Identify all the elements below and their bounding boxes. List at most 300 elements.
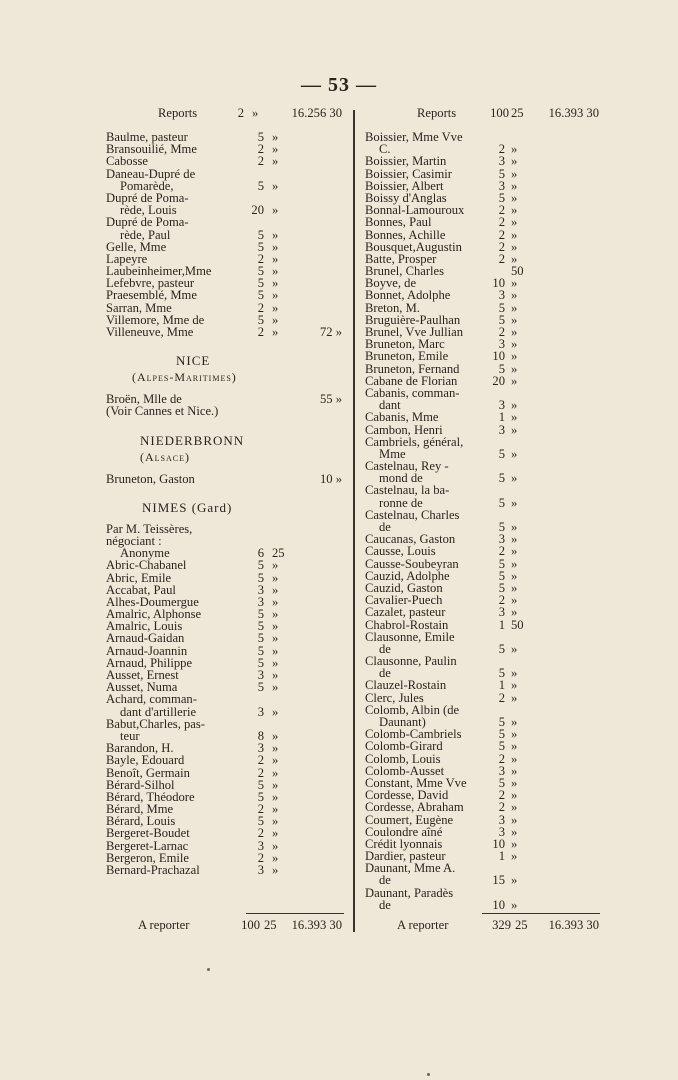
francs: 5 [257,789,264,804]
francs: 5 [257,178,264,193]
donor-name: Cauzid, Gaston [365,580,443,595]
donor-name: Achard, comman- [106,692,197,707]
donor-name: Causse, Louis [365,544,436,559]
ledger-row [106,302,346,314]
cents: 50 [511,617,524,632]
niederbronn-entries [106,473,346,485]
ledger-row [106,168,346,180]
francs: 5 [257,264,264,279]
cents: » [272,227,279,242]
cents: » [252,106,259,120]
ledger-row [365,387,605,399]
donor-name: Cabanis, comman- [365,385,460,400]
francs: 3 [257,704,264,719]
ledger-row [106,572,346,584]
ledger-row [365,497,605,509]
francs: 5 [498,641,505,656]
francs: 3 [498,398,505,413]
reports-label: Reports [417,106,457,120]
donor-name: Colomb, Albin (de [365,702,460,717]
donor-name: Benoît, Germain [106,765,190,780]
donor-name: Caucanas, Gaston [365,532,456,547]
donor-name: Bonnes, Achille [365,227,446,242]
donor-name: Bayle, Edouard [106,753,185,768]
francs: 2 [498,251,505,266]
francs: 2 [498,751,505,766]
cents: » [272,594,279,609]
francs: 1 [498,410,505,425]
cents: » [511,422,518,437]
ledger-row [365,679,605,691]
cents: » [511,788,518,803]
donor-name: Boissier, Mme Vve [365,130,463,144]
francs: 2 [257,300,264,315]
francs: 3 [498,154,505,169]
cents: » [511,203,518,218]
cents: » [511,239,518,254]
ledger-row [106,405,346,417]
cents: » [511,775,518,790]
francs: 2 [498,788,505,803]
cents: » [511,605,518,620]
donor-name: de [379,666,391,681]
cents: » [511,349,518,364]
donor-name: Baulme, pasteur [106,130,188,144]
cents: » [511,154,518,169]
donor-name: Abric, Emile [106,570,172,585]
francs: 5 [257,655,264,670]
donor-name: Dupré de Poma- [106,215,189,230]
francs: 2 [498,325,505,339]
cents: » [272,631,279,646]
ledger-row [365,509,605,521]
donor-name: Cauzid, Adolphe [365,568,450,583]
donor-name: Daneau-Dupré de [106,166,196,181]
francs: 2 [257,850,264,865]
francs: 2 [257,753,264,768]
cents: » [511,849,518,864]
ledger-row [365,558,605,570]
right-footer [365,918,605,932]
francs: 10 [492,349,505,364]
cents: » [272,643,279,658]
francs: 5 [498,556,505,571]
francs: 2 [237,106,244,120]
francs: 5 [257,312,264,327]
cents: » [511,800,518,815]
donor-name: Daunant) [379,715,426,729]
cents: » [272,863,279,877]
francs: 3 [498,605,505,620]
cents: » [272,607,279,622]
right-carried-forward [365,106,605,120]
donor-name: Bergeret-Boudet [106,826,190,841]
donor-name: Colomb-Girard [365,739,443,754]
donor-name: de [379,641,391,656]
cents: » [511,300,518,315]
ledger-row [365,814,605,826]
donor-name: Cordesse, Abraham [365,800,464,815]
francs: 5 [498,495,505,510]
cents: » [272,850,279,865]
francs: 329 [492,918,511,932]
donor-name: Coulondre aîné [365,824,443,839]
cents: 25 [511,106,524,120]
ledger-row [365,862,605,874]
cents: » [272,178,279,193]
ledger-row [365,484,605,496]
francs: 2 [498,593,505,608]
cents: » [511,593,518,608]
running-total: 16.393 30 [548,106,599,120]
donor-name: de [379,873,391,888]
ledger-row [365,619,605,631]
cents: » [511,763,518,778]
a-reporter-label: A reporter [138,918,190,932]
donor-name: Castelnau, Rey - [365,459,449,474]
donor-name: Cabanis, Mme [365,410,439,425]
nimes-entries [106,523,346,876]
ledger-row [365,874,605,886]
francs: 3 [498,824,505,839]
ledger-row [365,289,605,301]
cents: » [272,728,279,743]
donor-name: Chabrol-Rostain [365,617,449,632]
donor-name: Anonyme [120,546,170,561]
donor-name: Bruneton, Emile [365,349,449,364]
running-total: 16.393 30 [548,918,599,932]
francs: 5 [257,558,264,573]
donor-name: Accabat, Paul [106,582,176,597]
francs: 3 [498,178,505,193]
donor-name: Bonnes, Paul [365,215,432,230]
donor-name: Bernard-Prachazal [106,863,200,877]
cents: » [272,668,279,682]
ledger-row [106,864,346,876]
cents: » [511,446,518,461]
francs: 1 [498,678,505,693]
cents: » [511,666,518,681]
ledger-row [106,718,346,730]
donor-name: Bransouilié, Mme [106,142,197,157]
francs: 8 [257,728,264,743]
cents: » [272,325,279,339]
section-title-niederbronn: NIEDERBRONN [140,432,245,448]
francs: 5 [498,166,505,181]
francs: 5 [257,288,264,303]
francs: 5 [498,727,505,742]
francs: 5 [498,300,505,315]
cents: » [511,751,518,766]
left-column [106,106,346,876]
francs: 2 [257,142,264,157]
cents: » [511,836,518,851]
cents: » [511,337,518,352]
donor-name: Barandon, H. [106,741,174,756]
francs: 2 [498,203,505,218]
cents: » [511,166,518,181]
donor-name: Bérard, Louis [106,814,176,829]
section-subtitle-niederbronn: (Alsace) [140,449,190,464]
section-title-nimes: NIMES (Gard) [142,499,233,515]
ledger-row [365,350,605,362]
francs: 3 [257,668,264,682]
donor-name: Brunel, Charles [365,264,445,279]
cents: » [272,154,279,169]
cents: » [272,741,279,756]
cents: » [272,142,279,157]
francs: 2 [257,765,264,780]
cents: » [511,410,518,425]
francs: 2 [498,544,505,559]
francs: 10 [492,276,505,291]
francs: 20 [251,203,264,218]
donor-name: Castelnau, Charles [365,507,460,522]
donor-name: Breton, M. [365,300,420,315]
donor-name: (Voir Cannes et Nice.) [106,404,219,419]
cents: » [511,739,518,754]
francs: 2 [257,826,264,841]
cents: » [511,288,518,303]
francs: 3 [257,594,264,609]
cents: » [272,276,279,291]
francs: 100 [241,918,260,932]
ledger-row [365,606,605,618]
cents: » [272,582,279,597]
page-number: — 53 — [301,74,377,96]
cents: 25 [272,546,285,561]
francs: 2 [257,325,264,339]
donor-name: mond de [379,471,423,486]
donor-name: C. [379,142,391,157]
cents: » [272,288,279,303]
francs: 5 [257,643,264,658]
cents: » [272,251,279,266]
cents: » [511,361,518,376]
ledger-row [106,559,346,571]
nice-entries [106,393,346,417]
ledger-row [365,545,605,557]
donor-name: Bergeron, Emile [106,850,190,865]
donor-name: Boissier, Albert [365,178,444,193]
donor-name: rède, Paul [120,227,171,242]
francs: 3 [498,288,505,303]
ledger-row [365,655,605,667]
donor-name: Bonnal-Lamouroux [365,203,465,218]
donor-name: Lapeyre [106,251,148,266]
cents: » [272,619,279,634]
cents: » [272,753,279,768]
cents: » [511,373,518,388]
donor-name: Pomarède, [120,178,174,193]
francs: 5 [257,777,264,792]
cents: » [272,838,279,853]
cents: » [511,897,518,912]
donor-name: Boissier, Martin [365,154,447,169]
left-footer [106,918,346,932]
ledger-row [106,767,346,779]
ledger-row [365,302,605,314]
donor-name: Cabosse [106,154,148,169]
ledger-row [106,645,346,657]
donor-name: Mme [379,446,406,461]
donor-name: Ausset, Ernest [106,668,179,682]
donor-name: Clausonne, Paulin [365,654,457,669]
francs: 2 [257,154,264,169]
francs: 20 [492,373,505,388]
ledger-row [365,131,605,143]
donor-name: Sarran, Mme [106,300,172,315]
cents: » [511,641,518,656]
donor-name: Laubeinheimer,Mme [106,264,212,279]
cents: » [511,678,518,693]
ledger-row [365,155,605,167]
francs: 5 [498,568,505,583]
donor-name: teur [120,728,140,743]
ledger-row [365,363,605,375]
cents: » [511,325,518,339]
francs: 3 [257,838,264,853]
francs: 6 [257,546,264,561]
donor-name: Gelle, Mme [106,239,167,254]
francs: 3 [498,763,505,778]
francs: 2 [498,142,505,157]
donor-name: Alhes-Doumergue [106,594,199,609]
cents: » [511,715,518,729]
ledger-row [106,632,346,644]
donor-name: Castelnau, la ba- [365,483,450,498]
donor-name: Cazalet, pasteur [365,605,446,620]
left-carried-forward [106,106,346,120]
left-sum-rule [246,913,344,914]
francs: 3 [498,337,505,352]
francs: 2 [498,800,505,815]
cents: » [272,655,279,670]
cents: » [272,777,279,792]
ledger-row [365,899,605,911]
a-reporter-label: A reporter [397,918,449,932]
subtotal: 55 » [319,392,342,407]
cents: » [511,227,518,242]
donor-name: Batte, Prosper [365,251,437,266]
donor-name: Cavalier-Puech [365,593,443,608]
cents: » [272,814,279,829]
ledger-row [106,693,346,705]
francs: 5 [257,631,264,646]
cents: » [272,704,279,719]
donor-name: Bonnet, Adolphe [365,288,451,303]
francs: 5 [257,227,264,242]
ledger-row [365,424,605,436]
francs: 15 [492,873,505,888]
donor-name: Villemore, Mme de [106,312,205,327]
francs: 5 [498,312,505,327]
donor-name: Bérard, Théodore [106,789,195,804]
francs: 5 [498,471,505,486]
donor-name: Causse-Soubeyran [365,556,459,571]
cents: » [511,544,518,559]
donor-name: Cambon, Henri [365,422,443,437]
right-entries [365,131,605,911]
francs: 3 [498,532,505,547]
francs: 2 [498,215,505,230]
donor-name: Amalric, Alphonse [106,607,202,622]
cents: » [272,570,279,585]
cents: » [511,495,518,510]
donor-name: Par M. Teissères, [106,521,193,536]
ledger-row [106,473,346,485]
francs: 5 [498,520,505,534]
donor-name: Brunel, Vve Jullian [365,325,464,339]
francs: 3 [257,863,264,877]
cents: » [511,142,518,157]
donor-name: Daunant, Paradès [365,885,454,900]
right-sum-rule [482,913,600,914]
francs: 5 [257,130,264,144]
donor-name: Cabane de Florian [365,373,458,388]
right-column [365,106,605,911]
francs: 100 [490,106,509,120]
reports-label: Reports [158,106,198,120]
section-subtitle-nice: (Alpes-Maritimes) [132,370,237,385]
donor-name: Bruneton, Marc [365,337,445,352]
francs: 2 [498,227,505,242]
ledger-row [365,229,605,241]
francs: 5 [498,666,505,681]
cents: » [511,556,518,571]
donor-name: Colomb-Cambriels [365,727,462,742]
donor-name: Babut,Charles, pas- [106,716,205,731]
francs: 1 [498,617,505,632]
donor-name: Arnaud-Gaidan [106,631,185,646]
donor-name: Colomb, Louis [365,751,441,766]
cents: » [511,398,518,413]
donor-name: Colomb-Ausset [365,763,445,778]
donor-name: de [379,897,391,912]
cents: » [511,251,518,266]
cents: » [511,178,518,193]
francs: 3 [257,582,264,597]
donor-name: Villeneuve, Mme [106,325,194,339]
donor-name: Praesemblé, Mme [106,288,197,303]
ledger-row [365,801,605,813]
donor-name: Clausonne, Emile [365,629,455,644]
cents: » [511,215,518,230]
ledger-row [106,289,346,301]
donor-name: Bruneton, Fernand [365,361,460,376]
francs: 10 [492,897,505,912]
donor-name: Ausset, Numa [106,680,178,695]
donor-name: Cambriels, général, [365,434,464,449]
ledger-row [106,706,346,718]
ledger-row [106,229,346,241]
cents: 25 [515,918,528,932]
francs: 5 [257,570,264,585]
cents: » [511,568,518,583]
cents: » [511,727,518,742]
donor-name: Boyve, de [365,276,417,291]
francs: 3 [257,741,264,756]
francs: 5 [498,446,505,461]
francs: 3 [498,812,505,827]
donor-name: Amalric, Louis [106,619,183,634]
ledger-row [365,692,605,704]
donor-name: dant [379,398,401,413]
donor-name: Clauzel-Rostain [365,678,447,693]
francs: 2 [257,251,264,266]
donor-name: Boissier, Casimir [365,166,452,181]
donor-name: Dardier, pasteur [365,849,446,864]
